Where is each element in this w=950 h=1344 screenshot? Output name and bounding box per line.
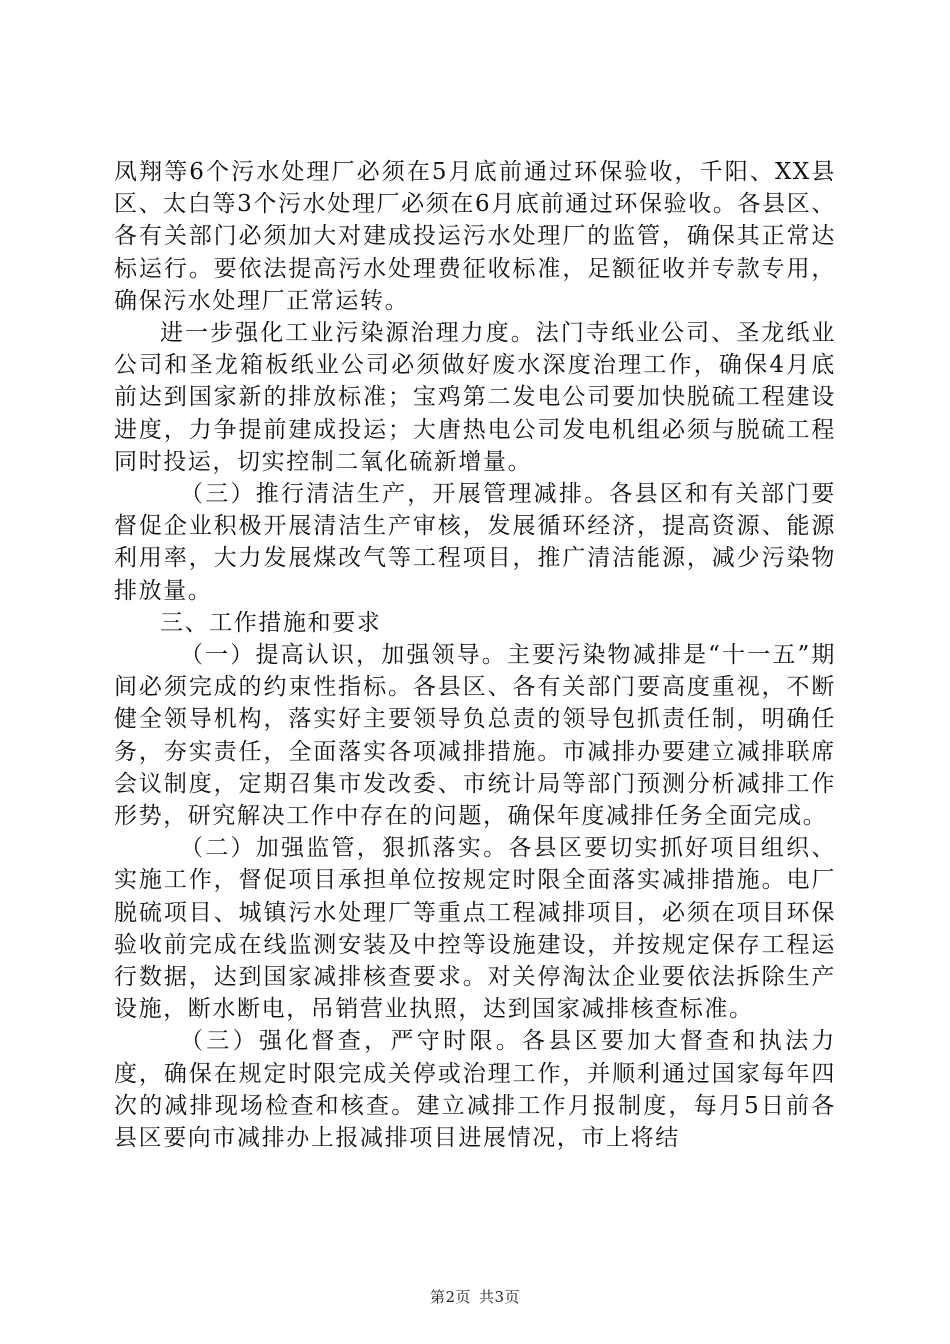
paragraph-clean-production: （三）推行清洁生产，开展管理减排。各县区和有关部门要督促企业积极开展清洁生产审核，发展循环经济，提高资源、能源利用率，大力发展煤改气等工程项目，推广清洁能源，减少污染物排放量。: [114, 481, 836, 604]
paragraph-supervision: （二）加强监管，狠抓落实。各县区要切实抓好项目组织、实施工作，督促项目承担单位按规定时限全面落实减排措施。电厂脱硫项目、城镇污水处理厂等重点工程减排项目，必须在项目环保验收前完成在线监测安装及中控等设施建设，并按规定保存工程运行数据，达到国家减排核查要求。对关停淘汰企业要依法拆除生产设施，断水断电，吊销营业执照，达到国家减排核查标准。: [114, 835, 836, 1023]
page-total: 共3页: [479, 1288, 521, 1306]
page-footer: [0, 1286, 950, 1307]
section-heading-measures: 三、工作措施和要求: [160, 609, 382, 636]
document-body: [114, 156, 836, 1154]
paragraph-wastewater-plants: 凤翔等6个污水处理厂必须在5月底前通过环保验收，千阳、XX县区、太白等3个污水处理厂必须在6月底前通过环保验收。各县区、各有关部门必须加大对建成投运污水处理厂的监管，确保其正常达标运行。要依法提高污水处理费征收标准，足额征收并专款专用，确保污水处理厂正常运转。: [114, 159, 836, 314]
page-number: 第2页: [429, 1288, 471, 1306]
paragraph-leadership: （一）提高认识，加强领导。主要污染物减排是“十一五”期间必须完成的约束性指标。各县区、各有关部门要高度重视，不断健全领导机构，落实好主要领导负总责的领导包抓责任制，明确任务，夯实责任，全面落实各项减排措施。市减排办要建立减排联席会议制度，定期召集市发改委、市统计局等部门预测分析减排工作形势，研究解决工作中存在的问题，确保年度减排任务全面完成。: [114, 642, 836, 830]
paragraph-inspection: （三）强化督查，严守时限。各县区要加大督查和执法力度，确保在规定时限完成关停或治理工作，并顺利通过国家每年四次的减排现场检查和核查。建立减排工作月报制度，每月5日前各县区要向市减排办上报减排项目进展情况，市上将结: [114, 1028, 836, 1152]
paragraph-industrial-pollution: 进一步强化工业污染源治理力度。法门寺纸业公司、圣龙纸业公司和圣龙箱板纸业公司必须做好废水深度治理工作，确保4月底前达到国家新的排放标准；宝鸡第二发电公司要加快脱硫工程建设进度，力争提前建成投运；大唐热电公司发电机组必须与脱硫工程同时投运，切实控制二氧化硫新增量。: [114, 320, 836, 475]
